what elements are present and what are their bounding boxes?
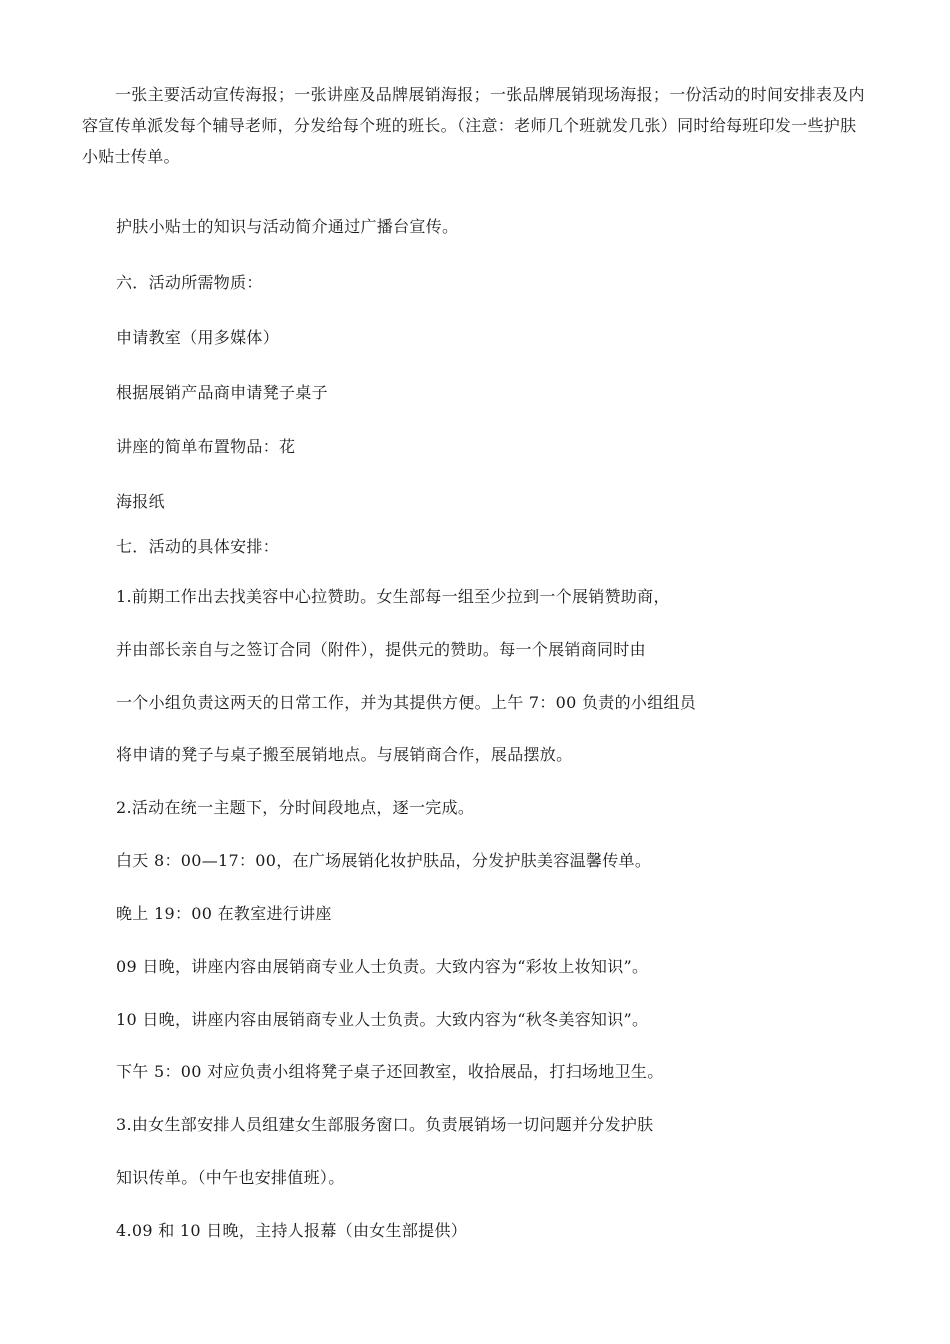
text-line: 09 日晚，讲座内容由展销商专业人士负责。大致内容为“彩妆上妆知识”。 (116, 957, 649, 976)
text-line: 讲座的简单布置物品：花 (116, 437, 296, 456)
text-line: 4.09 和 10 日晚，主持人报幕（由女生部提供） (116, 1221, 468, 1240)
text-line: 一个小组负责这两天的日常工作，并为其提供方便。上午 7：00 负责的小组组员 (116, 693, 697, 712)
text-line: 1.前期工作出去找美容中心拉赞助。女生部每一组至少拉到一个展销赞助商， (116, 587, 670, 606)
text-line: 并由部长亲自与之签订合同（附件），提供元的赞助。每一个展销商同时由 (116, 640, 646, 659)
intro-paragraph: 一张主要活动宣传海报；一张讲座及品牌展销海报；一张品牌展销现场海报；一份活动的时间安排表及内容宣传单派发每个辅导老师，分发给每个班的班长。（注意：老师几个班就发几张）同时给每班印发一些护肤小贴士传单。 (82, 85, 865, 166)
text-line: 知识传单。（中午也安排值班）。 (116, 1168, 345, 1187)
section-heading-six: 六．活动所需物质： (116, 273, 263, 292)
text-line: 10 日晚，讲座内容由展销商专业人士负责。大致内容为“秋冬美容知识”。 (116, 1010, 649, 1029)
text-line: 晚上 19：00 在教室进行讲座 (116, 904, 332, 923)
text-line: 3.由女生部安排人员组建女生部服务窗口。负责展销场一切问题并分发护肤 (116, 1115, 654, 1134)
text-line: 护肤小贴士的知识与活动简介通过广播台宣传。 (116, 217, 459, 236)
text-line: 海报纸 (116, 492, 165, 511)
text-line: 申请教室（用多媒体） (116, 328, 280, 347)
section-heading-seven: 七．活动的具体安排： (116, 537, 280, 556)
text-line: 2.活动在统一主题下，分时间段地点，逐一完成。 (116, 798, 475, 817)
text-line: 根据展销产品商申请凳子桌子 (116, 383, 328, 402)
text-line: 白天 8：00—17：00，在广场展销化妆护肤品，分发护肤美容温馨传单。 (116, 851, 652, 870)
text-line: 将申请的凳子与桌子搬至展销地点。与展销商合作，展品摆放。 (116, 745, 573, 764)
text-line: 下午 5：00 对应负责小组将凳子桌子还回教室，收拾展品，打扫场地卫生。 (116, 1062, 664, 1081)
